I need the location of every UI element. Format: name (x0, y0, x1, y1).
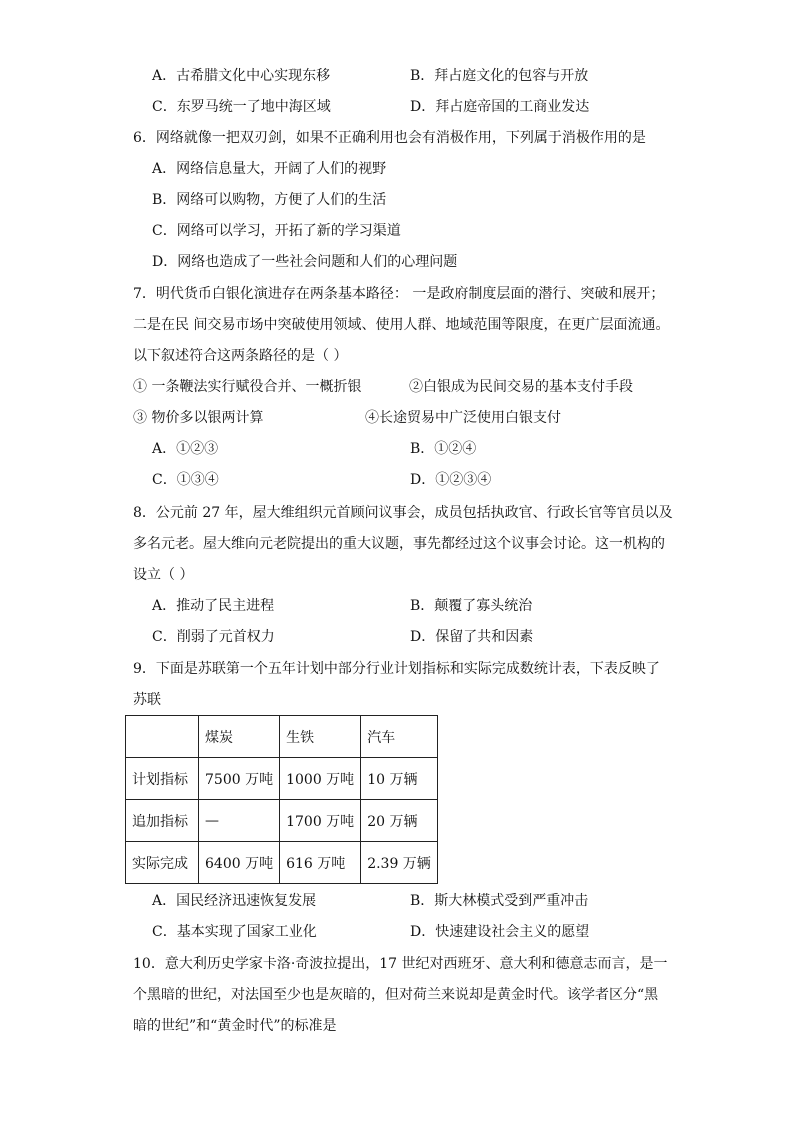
table-cell: — (199, 800, 280, 842)
q7-stem-line2: 二是在民 间交易市场中突破使用领域、使用人群、地域范围等限度，在更广层面流通。 (133, 317, 670, 333)
q7-option-a: A．①②③ (152, 441, 219, 457)
table-header-cell: 生铁 (280, 716, 361, 758)
q8-option-d: D．保留了共和因素 (410, 629, 534, 645)
q9-option-b: B．斯大林模式受到严重冲击 (410, 893, 589, 909)
q6-stem: 6．网络就像一把双刃剑，如果不正确利用也会有消极作用，下列属于消极作用的是 (133, 130, 646, 146)
q7-item-4: ④长途贸易中广泛使用白银支付 (365, 410, 561, 426)
table-cell: 616 万吨 (280, 842, 361, 884)
table-cell: 7500 万吨 (199, 758, 280, 800)
table-row (126, 842, 438, 884)
q6-option-b: B．网络可以购物，方便了人们的生活 (152, 192, 387, 208)
q8-stem-line1: 8．公元前 27 年，屋大维组织元首顾问议事会，成员包括执政官、行政长官等官员以及 (133, 505, 673, 521)
q10-stem-line1: 10．意大利历史学家卡洛·奇波拉提出，17 世纪对西班牙、意大利和德意志而言，是一 (133, 956, 668, 972)
table-cell: 1000 万吨 (280, 758, 361, 800)
q5-option-b: B．拜占庭文化的包容与开放 (410, 68, 589, 84)
table-header-cell (126, 716, 199, 758)
table-row (126, 758, 438, 800)
q8-option-a: A．推动了民主进程 (152, 598, 275, 614)
table-cell: 6400 万吨 (199, 842, 280, 884)
q7-option-b: B．①②④ (410, 441, 477, 457)
table-header-cell: 煤炭 (199, 716, 280, 758)
q9-stem-line2: 苏联 (133, 692, 161, 708)
q7-stem-line3: 以下叙述符合这两条路径的是（ ） (133, 348, 348, 364)
table-cell: 1700 万吨 (280, 800, 361, 842)
q8-stem-line3: 设立（ ） (133, 567, 194, 583)
q6-option-c: C．网络可以学习，开拓了新的学习渠道 (152, 223, 401, 239)
q5-option-d: D．拜占庭帝国的工商业发达 (410, 99, 590, 115)
q7-option-c: C．①③④ (152, 472, 219, 488)
q10-stem-line2: 个黑暗的世纪，对法国至少也是灰暗的，但对荷兰来说却是黄金时代。该学者区分“黑 (133, 987, 659, 1003)
table-cell: 实际完成 (126, 842, 199, 884)
table-cell: 计划指标 (126, 758, 199, 800)
q8-option-c: C．削弱了元首权力 (152, 629, 275, 645)
q7-stem-line1: 7．明代货币白银化演进存在两条基本路径： 一是政府制度层面的潜行、突破和展开； (133, 286, 665, 302)
table-cell: 2.39 万辆 (361, 842, 438, 884)
table-cell: 10 万辆 (361, 758, 438, 800)
q9-data-table (125, 715, 438, 884)
q5-option-c: C．东罗马统一了地中海区域 (152, 99, 331, 115)
q8-stem-line2: 多名元老。屋大维向元老院提出的重大议题，事先都经过这个议事会讨论。这一机构的 (133, 536, 665, 552)
q9-option-c: C．基本实现了国家工业化 (152, 924, 317, 940)
q9-option-a: A．国民经济迅速恢复发展 (152, 893, 317, 909)
table-cell: 追加指标 (126, 800, 199, 842)
table-header-cell: 汽车 (361, 716, 438, 758)
table-row (126, 800, 438, 842)
q10-stem-line3: 暗的世纪”和“黄金时代”的标准是 (133, 1018, 337, 1034)
table-cell: 20 万辆 (361, 800, 438, 842)
q5-option-a: A．古希腊文化中心实现东移 (152, 68, 331, 84)
q7-item-3: ③ 物价多以银两计算 (133, 410, 264, 426)
table-header-row (126, 716, 438, 758)
q6-option-a: A．网络信息量大，开阔了人们的视野 (152, 161, 387, 177)
q6-option-d: D．网络也造成了一些社会问题和人们的心理问题 (152, 254, 458, 270)
q9-option-d: D．快速建设社会主义的愿望 (410, 924, 590, 940)
q7-item-2: ②白银成为民间交易的基本支付手段 (409, 379, 633, 395)
q7-item-1: ① 一条鞭法实行赋役合并、一概折银 (133, 379, 362, 395)
q7-option-d: D．①②③④ (410, 472, 492, 488)
q9-stem-line1: 9．下面是苏联第一个五年计划中部分行业计划指标和实际完成数统计表，下表反映了 (133, 661, 660, 677)
q8-option-b: B．颠覆了寡头统治 (410, 598, 533, 614)
